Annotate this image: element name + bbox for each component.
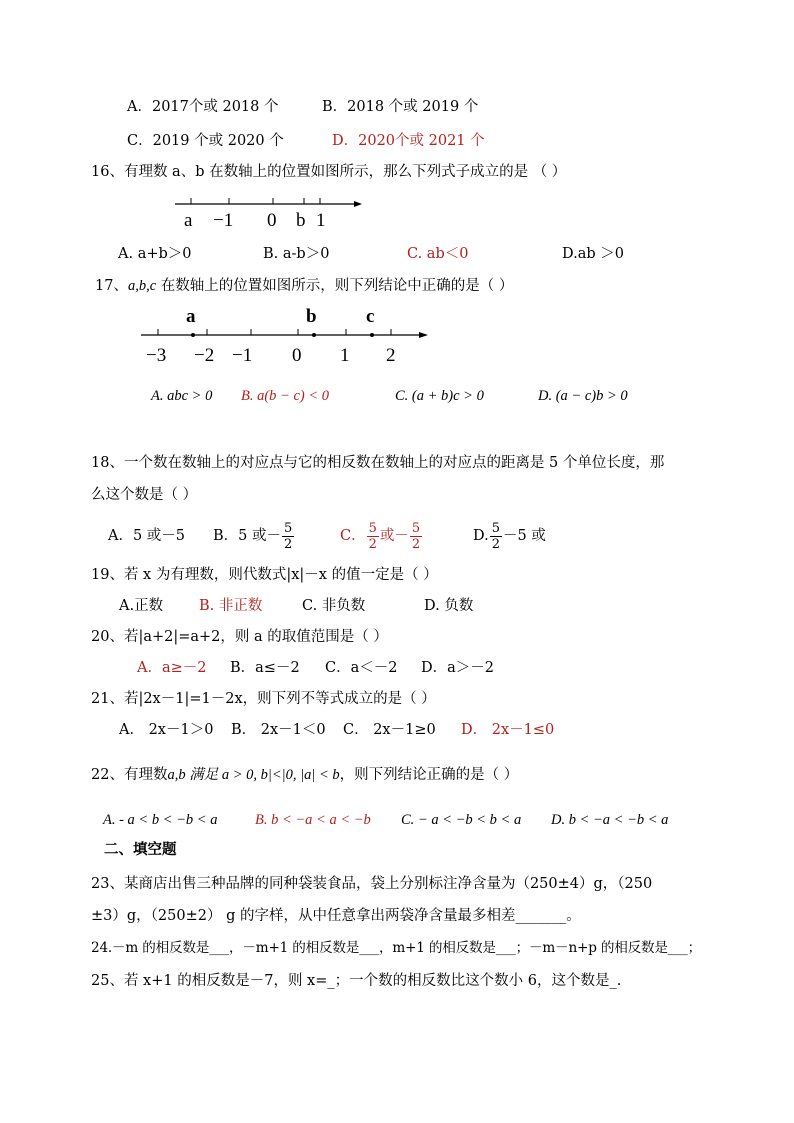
q17-option-d: D. (a − c)b > 0 [538, 388, 628, 404]
q19-option-c: C. 非负数 [302, 598, 366, 614]
q21-option-a: A． 2x－1＞0 [119, 722, 214, 738]
q17-label-minus1: −1 [232, 345, 253, 366]
q17-label-one: 1 [340, 345, 350, 366]
q21-stem: 21、若|2x－1|=1－2x，则下列不等式成立的是（ ） [91, 691, 436, 707]
q18-stem-line2: 么这个数是（ ） [91, 487, 198, 503]
q15-option-b: B．2018 个或 2019 个 [322, 99, 479, 115]
q21-option-b: B． 2x－1＜0 [231, 722, 326, 738]
q15-option-a: A．2017个或 2018 个 [127, 99, 279, 115]
fraction-five-halves: $\frac{5}{2}$ [284, 520, 293, 552]
q18-option-b: B．5 或－ $\frac{5}{2}$ [213, 520, 293, 552]
q20-option-b: B．a≤－2 [230, 660, 300, 676]
q17-option-c: C. (a + b)c > 0 [395, 388, 484, 404]
q16-label-zero: 0 [267, 210, 277, 231]
fraction-five-halves: $\frac{5}{2}$ [411, 520, 421, 552]
q22-option-a: A. - a < b < −b < a [103, 812, 218, 828]
q19-option-d: D. 负数 [424, 598, 474, 614]
q17-option-a: A. abc > 0 [151, 388, 213, 404]
q23-line1: 23、某商店出售三种品牌的同种袋装食品，袋上分别标注净含量为（250±4）g，（250 [91, 876, 653, 892]
q16-label-minus1: −1 [213, 210, 234, 231]
q19-option-a: A.正数 [119, 598, 164, 614]
q21-option-c: C． 2x－1≥0 [343, 722, 436, 738]
q17-label-zero: 0 [292, 345, 302, 366]
q24-line: 24.－m 的相反数是___，－m+1 的相反数是___，m+1 的相反数是___；－m－n+p 的相反数是___； [91, 940, 701, 956]
q16-label-one: 1 [316, 210, 326, 231]
q17-stem: 17、a,b,c 在数轴上的位置如图所示，则下列结论中正确的是（ ） [95, 278, 514, 294]
q20-option-a: A．a≥－2 [137, 660, 207, 676]
q16-option-b: B. a-b＞0 [263, 246, 330, 262]
q20-stem: 20、若|a+2|=a+2，则 a 的取值范围是（ ） [91, 629, 388, 645]
q17-option-b: B. a(b − c) < 0 [241, 388, 330, 404]
q22-option-c: C. − a < −b < b < a [401, 812, 522, 828]
q16-stem: 16、有理数 a、b 在数轴上的位置如图所示，那么下列式子成立的是 （ ） [91, 164, 567, 180]
fraction-five-halves: $\frac{5}{2}$ [491, 520, 500, 552]
q20-option-c: C．a＜－2 [325, 660, 398, 676]
q18-option-c: C． $\frac{5}{2}$ 或－ $\frac{5}{2}$ [340, 520, 421, 552]
q17-label-minus3: −3 [146, 345, 167, 366]
q16-option-d: D.ab ＞0 [562, 246, 624, 262]
q21-option-d: D． 2x－1≤0 [461, 722, 555, 738]
q17-label-two: 2 [386, 345, 396, 366]
q22-option-d: D. b < −a < −b < a [551, 812, 669, 828]
q16-number-line [170, 192, 370, 234]
q22-option-b: B. b < −a < a < −b [255, 812, 371, 828]
q17-point-a: a [186, 306, 196, 327]
q17-point-c: c [366, 306, 375, 327]
fraction-five-halves: $\frac{5}{2}$ [368, 520, 377, 552]
q17-point-b: b [306, 306, 317, 327]
q15-option-d: D．2020个或 2021 个 [332, 133, 485, 149]
q22-stem: 22、有理数a,b 满足 a > 0, b|<|0, |a| < b，则下列结论正确的是（ ） [91, 767, 519, 783]
q16-label-b: b [296, 210, 306, 231]
q15-option-c: C．2019 个或 2020 个 [127, 133, 284, 149]
q16-label-a: a [184, 210, 193, 231]
q18-stem-line1: 18、一个数在数轴上的对应点与它的相反数在数轴上的对应点的距离是 5 个单位长度，那 [91, 455, 665, 471]
section-title-fill-in: 二、填空题 [104, 841, 177, 858]
q19-option-b: B. 非正数 [199, 598, 263, 614]
q17-number-line [138, 302, 438, 368]
q18-option-a: A．5 或－5 [108, 528, 186, 544]
q18-option-d: D. $\frac{5}{2}$ －5 或 [473, 520, 546, 552]
q23-line2: ±3）g，（250±2） g 的字样，从中任意拿出两袋净含量最多相差_______。 [91, 908, 581, 924]
q20-option-d: D．a＞－2 [421, 660, 494, 676]
q16-option-c: C. ab＜0 [407, 246, 469, 262]
q19-stem: 19、若 x 为有理数，则代数式|x|－x 的值一定是（ ） [91, 567, 438, 583]
q16-option-a: A. a+b＞0 [118, 246, 192, 262]
q17-label-minus2: −2 [194, 345, 215, 366]
q25-line: 25、若 x+1 的相反数是－7，则 x=_；一个数的相反数比这个数小 6，这个数是_. [91, 973, 622, 989]
